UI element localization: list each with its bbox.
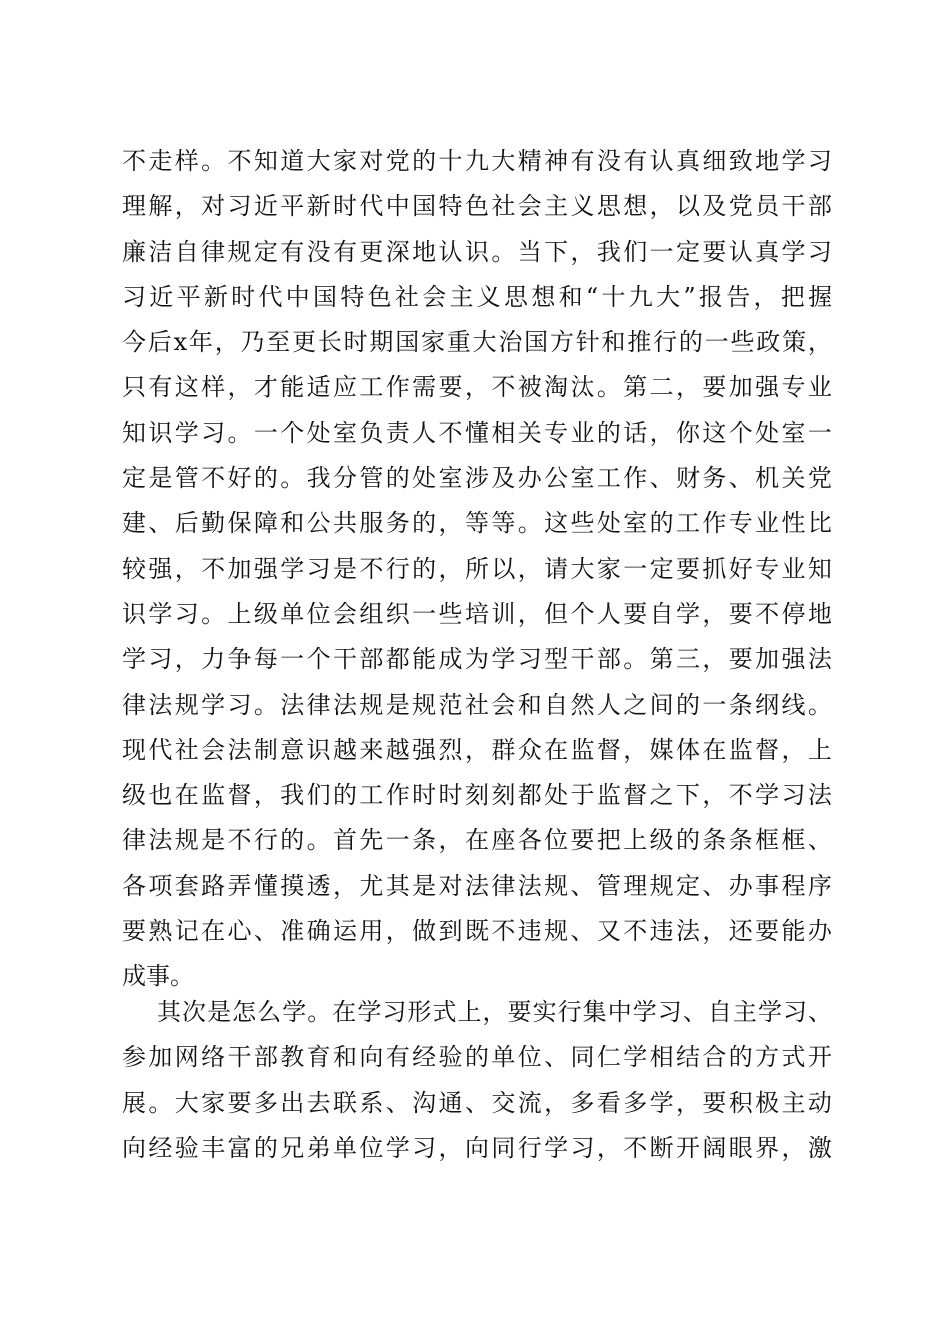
text-line: 学习，力争每一个干部都能成为学习型干部。第三，要加强法 bbox=[122, 645, 835, 674]
text-line: 律法规是不行的。首先一条，在座各位要把上级的条条框框、 bbox=[122, 826, 835, 855]
paragraph-1 bbox=[122, 139, 836, 1000]
text-line: 习近平新时代中国特色社会主义思想和“十九大”报告，把握 bbox=[122, 282, 836, 311]
paragraph-2 bbox=[122, 990, 835, 1171]
text-line: 不走样。不知道大家对党的十九大精神有没有认真细致地学习 bbox=[122, 147, 835, 175]
text-line: 知识学习。一个处室负责人不懂相关专业的话，你这个处室一 bbox=[122, 418, 835, 447]
text-line: 展。大家要多出去联系、沟通、交流，多看多学，要积极主动 bbox=[122, 1088, 835, 1117]
text-line: 建、后勤保障和公共服务的，等等。这些处室的工作专业性比 bbox=[122, 509, 835, 538]
text-line: 成事。 bbox=[122, 962, 194, 991]
text-line: 各项套路弄懂摸透，尤其是对法律法规、管理规定、办事程序 bbox=[122, 871, 835, 900]
text-line: 较强，不加强学习是不行的，所以，请大家一定要抓好专业知 bbox=[122, 554, 835, 583]
text-line: 只有这样，才能适应工作需要，不被淘汰。第二，要加强专业 bbox=[122, 373, 835, 402]
text-line: 律法规学习。法律法规是规范社会和自然人之间的一条纲线。 bbox=[122, 690, 835, 719]
text-line: 定是管不好的。我分管的处室涉及办公室工作、财务、机关党 bbox=[122, 464, 835, 493]
text-line: 其次是怎么学。在学习形式上，要实行集中学习、自主学习、 bbox=[157, 998, 834, 1026]
text-line: 理解，对习近平新时代中国特色社会主义思想，以及党员干部 bbox=[122, 192, 835, 221]
text-line: 级也在监督，我们的工作时时刻刻都处于监督之下，不学习法 bbox=[122, 781, 835, 810]
text-line: 今后x年，乃至更长时期国家重大治国方针和推行的一些政策， bbox=[122, 328, 834, 357]
text-line: 现代社会法制意识越来越强烈，群众在监督，媒体在监督，上 bbox=[122, 735, 835, 764]
text-line: 识学习。上级单位会组织一些培训，但个人要自学，要不停地 bbox=[122, 599, 835, 628]
text-line: 要熟记在心、准确运用，做到既不违规、又不违法，还要能办 bbox=[122, 917, 835, 946]
text-line: 向经验丰富的兄弟单位学习，向同行学习，不断开阔眼界，激 bbox=[122, 1133, 835, 1162]
text-line: 参加网络干部教育和向有经验的单位、同仁学相结合的方式开 bbox=[122, 1043, 835, 1072]
text-line: 廉洁自律规定有没有更深地认识。当下，我们一定要认真学习 bbox=[122, 237, 835, 266]
